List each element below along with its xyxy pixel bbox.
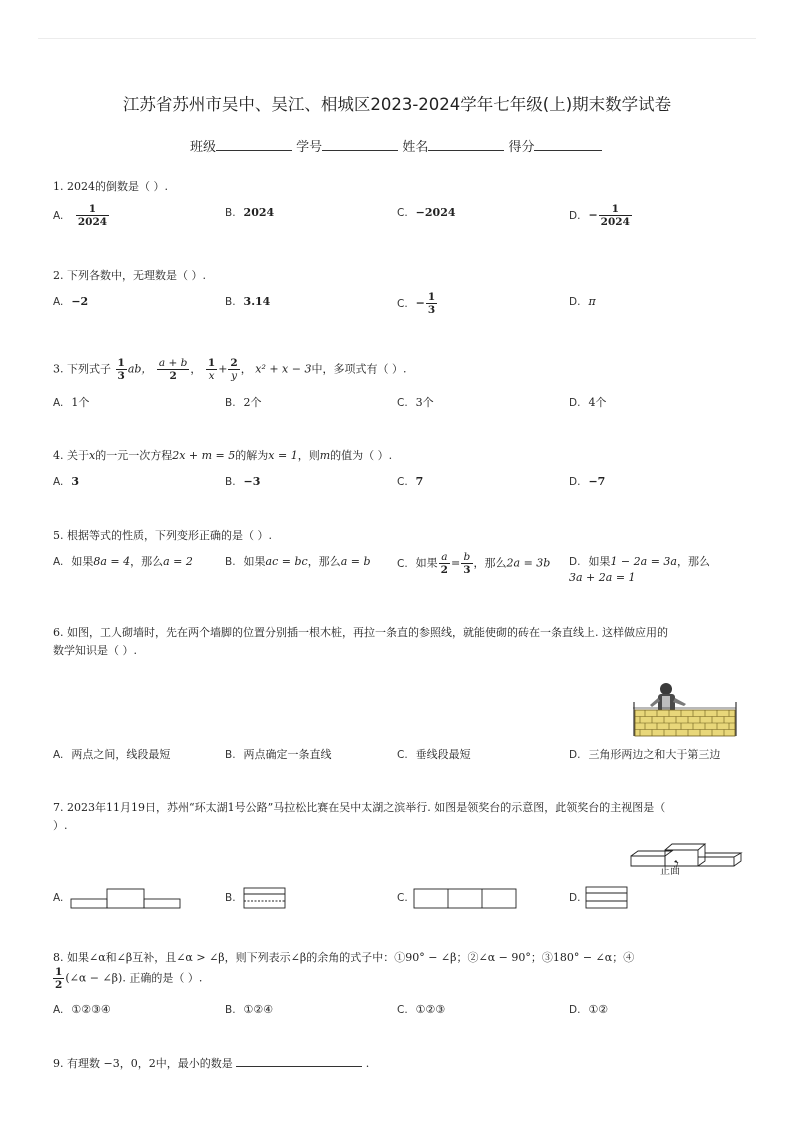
- question-5-stem: 5. 根据等式的性质，下列变形正确的是（ ）.: [53, 529, 272, 542]
- question-2-stem: 2. 下列各数中，无理数是（ ）.: [53, 269, 206, 282]
- question-6-line-2: 数学知识是（ ）.: [53, 644, 137, 657]
- q4-option-d[interactable]: D. −7: [569, 475, 606, 488]
- info-score-blank[interactable]: [534, 138, 602, 151]
- q5-option-a[interactable]: A. 如果8a = 4，那么a = 2: [53, 555, 193, 568]
- q5-option-d[interactable]: D. 如果1 − 2a = 3a，那么 3a + 2a = 1: [569, 555, 710, 584]
- bricklaying-worker-figure: [632, 680, 740, 738]
- info-name-label: 姓名: [402, 140, 429, 155]
- question-7-line-1: 7. 2023年11月19日，苏州“环太湖1号公路”马拉松比赛在吴中太湖之滨举行. 如图是领奖台的示意图，此领奖台的主视图是（: [53, 801, 666, 814]
- question-8-line-2: $\frac{1}{2}$ (∠α − ∠β). 正确的是（ ）.: [55, 966, 203, 991]
- q8-option-a[interactable]: A. ①②③④: [53, 1003, 111, 1016]
- q7-option-b-figure[interactable]: [243, 887, 287, 911]
- q1-option-b[interactable]: B. 2024: [225, 206, 275, 219]
- q1-option-c[interactable]: C. −2024: [397, 206, 456, 219]
- question-7-line-2: ）.: [53, 819, 68, 832]
- top-rule: [38, 38, 756, 39]
- q7-option-d[interactable]: D.: [569, 892, 581, 904]
- q8-option-d[interactable]: D. ①②: [569, 1003, 609, 1016]
- q3-option-b[interactable]: B. 2个: [225, 396, 262, 409]
- question-9-stem: 9. 有理数 −3，0，2中，最小的数是 .: [53, 1057, 370, 1070]
- q3-option-a[interactable]: A. 1个: [53, 396, 90, 409]
- q4-option-a[interactable]: A. 3: [53, 475, 79, 488]
- q5-option-b[interactable]: B. 如果ac = bc，那么a = b: [225, 555, 371, 568]
- question-1-stem: 1. 2024的倒数是（ ）.: [53, 180, 168, 193]
- student-info: [190, 136, 602, 155]
- q2-option-b[interactable]: B. 3.14: [225, 295, 271, 308]
- q7-option-c-figure[interactable]: [413, 888, 518, 910]
- q6-option-b[interactable]: B. 两点确定一条直线: [225, 748, 332, 761]
- q4-option-c[interactable]: C. 7: [397, 475, 424, 488]
- q1-option-d[interactable]: D. − $\frac{1}{2024}$: [569, 203, 630, 228]
- q5-option-c[interactable]: C. 如果 $\frac{a}{2}$ = $\frac{b}{3}$ ，那么2a = 3b: [397, 551, 551, 576]
- q8-option-c[interactable]: C. ①②③: [397, 1003, 446, 1016]
- q7-option-d-figure[interactable]: [585, 886, 629, 910]
- q6-option-c[interactable]: C. 垂线段最短: [397, 748, 471, 761]
- q2-option-c[interactable]: C. − $\frac{1}{3}$: [397, 291, 436, 316]
- info-score-label: 得分: [508, 140, 535, 155]
- q9-answer-blank[interactable]: [236, 1056, 362, 1067]
- podium-front-label: 正面: [660, 866, 680, 877]
- q7-option-b[interactable]: B.: [225, 892, 236, 904]
- info-class-label: 班级: [190, 140, 217, 155]
- info-class-blank[interactable]: [216, 138, 292, 151]
- q3-option-d[interactable]: D. 4个: [569, 396, 607, 409]
- q7-option-a-figure[interactable]: [70, 888, 182, 910]
- question-3-stem: 3. 下列式子 $\frac{1}{3}$ ab， $\frac{a + b}{2}$ ， $\frac{1}{x}$ + $\frac{2}{y}$ ， x² + x − 3中，多项式有（ ）.: [53, 357, 407, 382]
- q6-option-a[interactable]: A. 两点之间，线段最短: [53, 748, 171, 761]
- q2-option-a[interactable]: A. −2: [53, 295, 89, 308]
- info-name-blank[interactable]: [428, 138, 504, 151]
- podium-figure: [628, 840, 746, 872]
- q2-option-d[interactable]: D. π: [569, 295, 596, 308]
- question-8-line-1: 8. 如果∠α和∠β互补，且∠α > ∠β，则下列表示∠β的余角的式子中：①90° − ∠β；②∠α − 90°；③180° − ∠α；④: [53, 951, 635, 964]
- question-4-stem: 4. 关于x的一元一次方程2x + m = 5的解为x = 1，则m的值为（ ）.: [53, 449, 393, 462]
- q8-option-b[interactable]: B. ①②④: [225, 1003, 274, 1016]
- q3-option-c[interactable]: C. 3个: [397, 396, 434, 409]
- q1-option-a[interactable]: A. $\frac{1}{2024}$: [53, 203, 108, 228]
- q7-option-c[interactable]: C.: [397, 892, 408, 904]
- question-6-line-1: 6. 如图，工人砌墙时，先在两个墙脚的位置分别插一根木桩，再拉一条直的参照线，就能使砌的砖在一条直线上. 这样做应用的: [53, 626, 668, 639]
- q7-option-a[interactable]: A.: [53, 892, 64, 904]
- q6-option-d[interactable]: D. 三角形两边之和大于第三边: [569, 748, 721, 761]
- page-title: 江苏省苏州市吴中、吴江、相城区2023-2024学年七年级(上)期末数学试卷: [122, 95, 672, 114]
- info-id-blank[interactable]: [322, 138, 398, 151]
- info-id-label: 学号: [296, 140, 323, 155]
- q4-option-b[interactable]: B. −3: [225, 475, 261, 488]
